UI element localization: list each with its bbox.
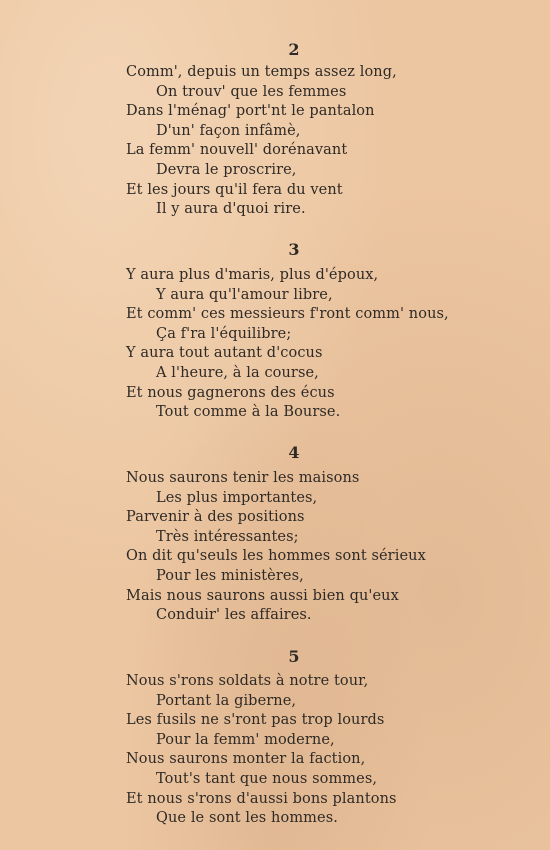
verse-line: Pour la femm' moderne, bbox=[156, 731, 335, 748]
verse-line: Devra le proscrire, bbox=[156, 161, 297, 178]
verse-line: Dans l'ménag' port'nt le pantalon bbox=[126, 103, 375, 120]
stanza bbox=[126, 266, 449, 423]
verse-line: Et comm' ces messieurs f'ront comm' nous, bbox=[126, 306, 449, 323]
verse-line: Tout comme à la Bourse. bbox=[156, 404, 341, 421]
verse-line: Ça f'ra l'équilibre; bbox=[156, 325, 292, 342]
stanza-number: 3 bbox=[288, 240, 300, 259]
verse-line: Et les jours qu'il fera du vent bbox=[126, 181, 343, 198]
stanza-number: 5 bbox=[288, 647, 300, 666]
verse-line: Portant la giberne, bbox=[156, 692, 297, 709]
verse-line: Conduir' les affaires. bbox=[156, 607, 312, 624]
verse-line: On dit qu'seuls les hommes sont sérieux bbox=[126, 548, 426, 565]
verse-line: Tout's tant que nous sommes, bbox=[156, 770, 378, 787]
verse-line: On trouv' que les femmes bbox=[156, 83, 347, 100]
verse-line: Nous s'rons soldats à notre tour, bbox=[126, 673, 369, 689]
verse-line: A l'heure, à la course, bbox=[156, 364, 319, 381]
verse-line: Les plus importantes, bbox=[156, 489, 318, 506]
verse-line: Nous saurons tenir les maisons bbox=[126, 470, 360, 486]
verse-line: Très intéressantes; bbox=[156, 528, 299, 545]
stanza bbox=[126, 63, 446, 220]
stanza-number: 2 bbox=[288, 40, 300, 59]
verse-line: Il y aura d'quoi rire. bbox=[156, 201, 306, 218]
verse-line: Y aura qu'l'amour libre, bbox=[156, 286, 333, 303]
stanza-number: 4 bbox=[288, 443, 300, 462]
verse-line: Pour les ministères, bbox=[156, 567, 304, 584]
verse-line: Mais nous saurons aussi bien qu'eux bbox=[126, 587, 399, 604]
verse-line: Parvenir à des positions bbox=[126, 509, 305, 526]
verse-line: D'un' façon infâmè, bbox=[156, 122, 301, 139]
verse-line: Que le sont les hommes. bbox=[156, 810, 338, 827]
stanza bbox=[126, 469, 446, 626]
verse-line: Les fusils ne s'ront pas trop lourds bbox=[126, 712, 385, 729]
stanza bbox=[126, 672, 446, 829]
verse-line: La femm' nouvell' dorénavant bbox=[126, 142, 348, 159]
verse-line: Et nous s'rons d'aussi bons plantons bbox=[126, 790, 397, 807]
verse-line: Et nous gagnerons des écus bbox=[126, 384, 335, 401]
verse-line: Y aura tout autant d'cocus bbox=[126, 345, 323, 362]
verse-line: Comm', depuis un temps assez long, bbox=[126, 64, 397, 80]
verse-line: Y aura plus d'maris, plus d'époux, bbox=[126, 267, 379, 283]
verse-line: Nous saurons monter la faction, bbox=[126, 751, 366, 768]
